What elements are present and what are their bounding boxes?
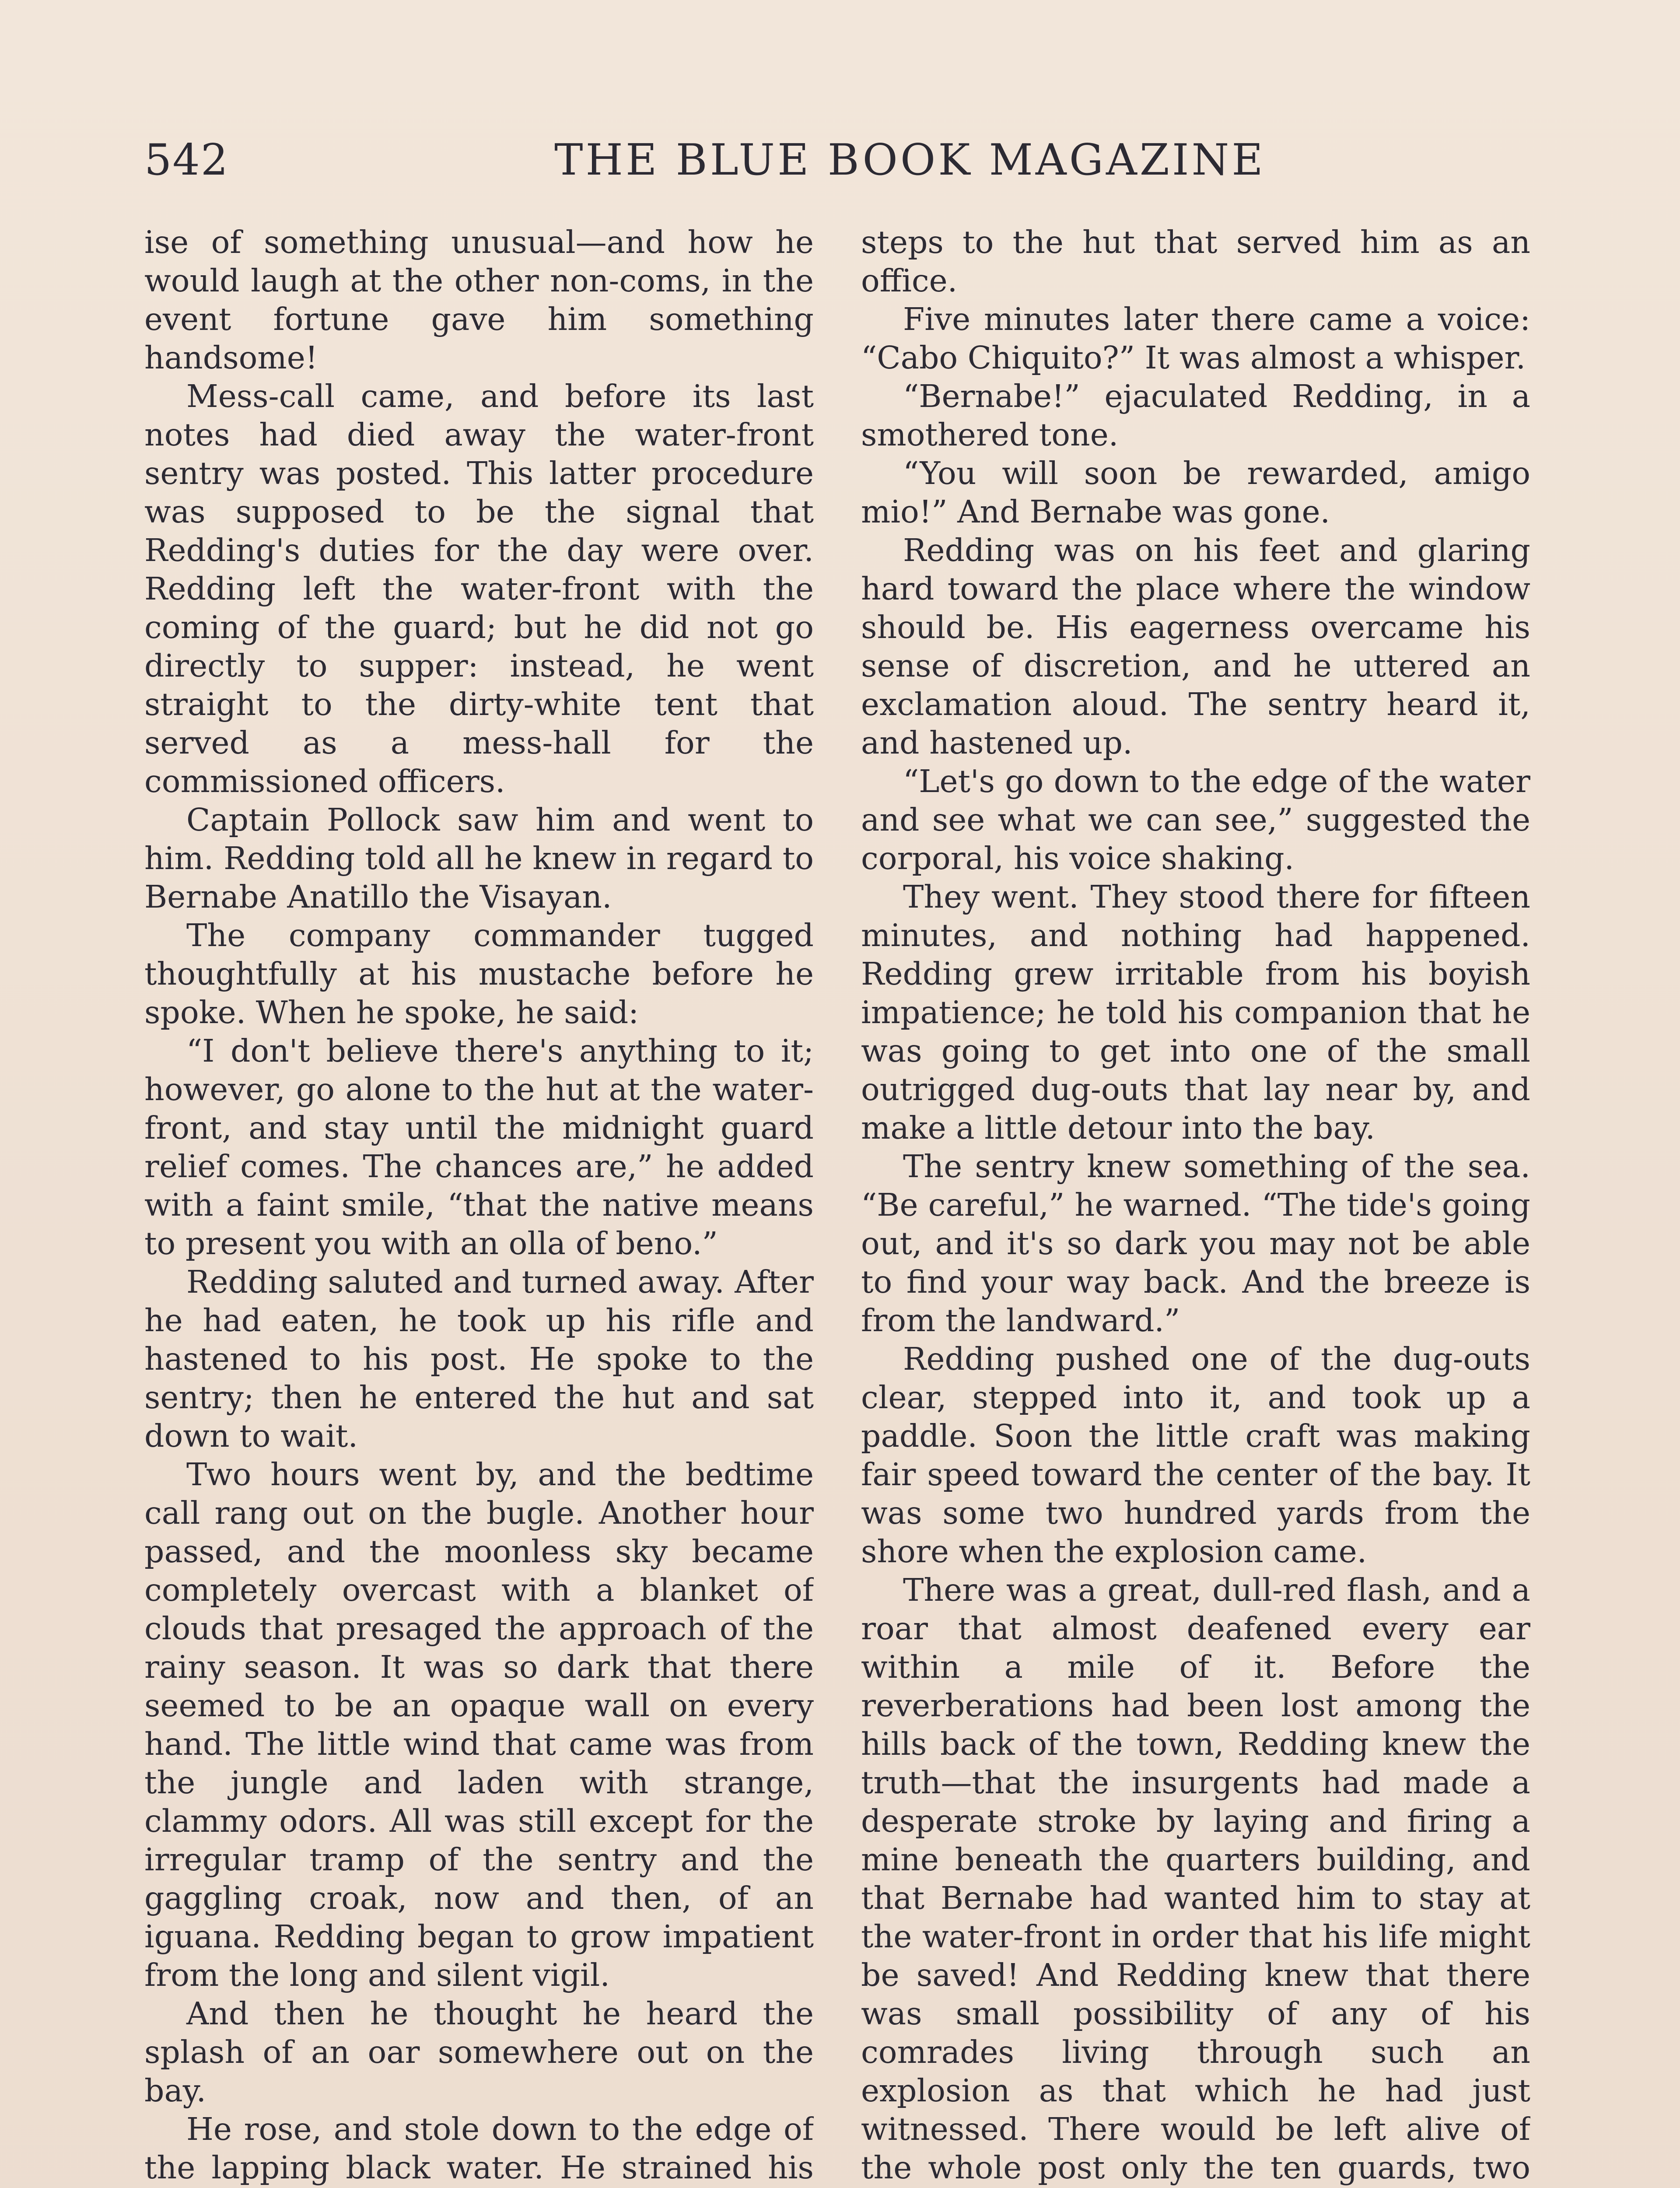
paragraph: Redding saluted and turned away. After he had eaten, he took up his rifle and hastened to his post. He spoke to the sentry; then he entered the hut and sat down to wait. — [144, 1264, 814, 1454]
left-column — [144, 223, 814, 2188]
magazine-title: THE BLUE BOOK MAGAZINE — [554, 135, 1266, 185]
right-column — [861, 223, 1530, 2188]
paragraph: Redding pushed one of the dug-outs clear, stepped into it, and took up a paddle. Soon the little craft was making fair speed toward the center of the bay. It was some two hundred yards from the shore when the explosion came. — [861, 1341, 1530, 1570]
paragraph: Mess-call came, and before its last notes had died away the water-front sentry was posted. This latter procedure was supposed to be the signal that Redding's duties for the day were over. Redding left the water-front with the coming of the guard; but he did not go directly to supper: instead, he went straight to the dirty-white tent that served as a mess-hall for the commissioned officers. — [144, 378, 814, 799]
paragraph: steps to the hut that served him as an office. — [861, 224, 1530, 299]
paragraph: “Bernabe!” ejaculated Redding, in a smothered tone. — [861, 378, 1530, 453]
paragraph: Captain Pollock saw him and went to him. Redding told all he knew in regard to Bernabe Anatillo the Visayan. — [144, 802, 814, 915]
page-header — [144, 130, 1536, 191]
paragraph: There was a great, dull-red flash, and a roar that almost deafened every ear within a mile of it. Before the reverberations had been lost among the hills back of the town, Redding knew the truth—that the insurgents had made a desperate stroke by laying and firing a mine beneath the quarters building, and that Bernabe had wanted him to stay at the water-front in order that his life might be saved! And Redding knew that there was small possibility of any of his comrades living through such an explosion as that which he had just witnessed. There would be left alive of the whole post only the ten guards, two — [861, 1572, 1530, 2186]
paragraph: The sentry knew something of the sea. “Be careful,” he warned. “The tide's going out, and it's so dark you may not be able to find your way back. And the breeze is from the landward.” — [861, 1148, 1530, 1339]
paragraph: He rose, and stole down to the edge of the lapping black water. He strained his — [144, 2111, 814, 2186]
paragraph: Five minutes later there came a voice: “Cabo Chiquito?” It was almost a whisper. — [861, 301, 1530, 376]
paragraph: Two hours went by, and the bedtime call rang out on the bugle. Another hour passed, and the moonless sky became completely overcast with a blanket of clouds that presaged the approach of the rainy season. It was so dark that there seemed to be an opaque wall on every hand. The little wind that came was from the jungle and laden with strange, clammy odors. All was still except for the irregular tramp of the sentry and the gaggling croak, now and then, of an iguana. Redding began to grow impatient from the long and silent vigil. — [144, 1456, 814, 1993]
paragraph: ise of something unusual—and how he would laugh at the other non-coms, in the event fortune gave him something handsome! — [144, 224, 814, 376]
paragraph: Redding was on his feet and glaring hard toward the place where the window should be. His eagerness overcame his sense of discretion, and he uttered an exclamation aloud. The sentry heard it, and hastened up. — [861, 532, 1530, 761]
paragraph: And then he thought he heard the splash of an oar somewhere out on the bay. — [144, 1995, 814, 2109]
page-number: 542 — [144, 135, 229, 185]
paragraph: “Let's go down to the edge of the water and see what we can see,” suggested the corporal, his voice shaking. — [861, 763, 1530, 877]
paragraph: “I don't believe there's anything to it; however, go alone to the hut at the water-front, and stay until the midnight guard relief comes. The chances are,” he added with a faint smile, “that the native means to present you with an olla of beno.” — [144, 1033, 814, 1262]
paragraph: The company commander tugged thoughtfully at his mustache before he spoke. When he spoke, he said: — [144, 917, 814, 1031]
paragraph: “You will soon be rewarded, amigo mio!” And Bernabe was gone. — [861, 455, 1530, 530]
paragraph: They went. They stood there for fifteen minutes, and nothing had happened. Redding grew irritable from his boyish impatience; he told his companion that he was going to get into one of the small outrigged dug-outs that lay near by, and make a little detour into the bay. — [861, 879, 1530, 1146]
